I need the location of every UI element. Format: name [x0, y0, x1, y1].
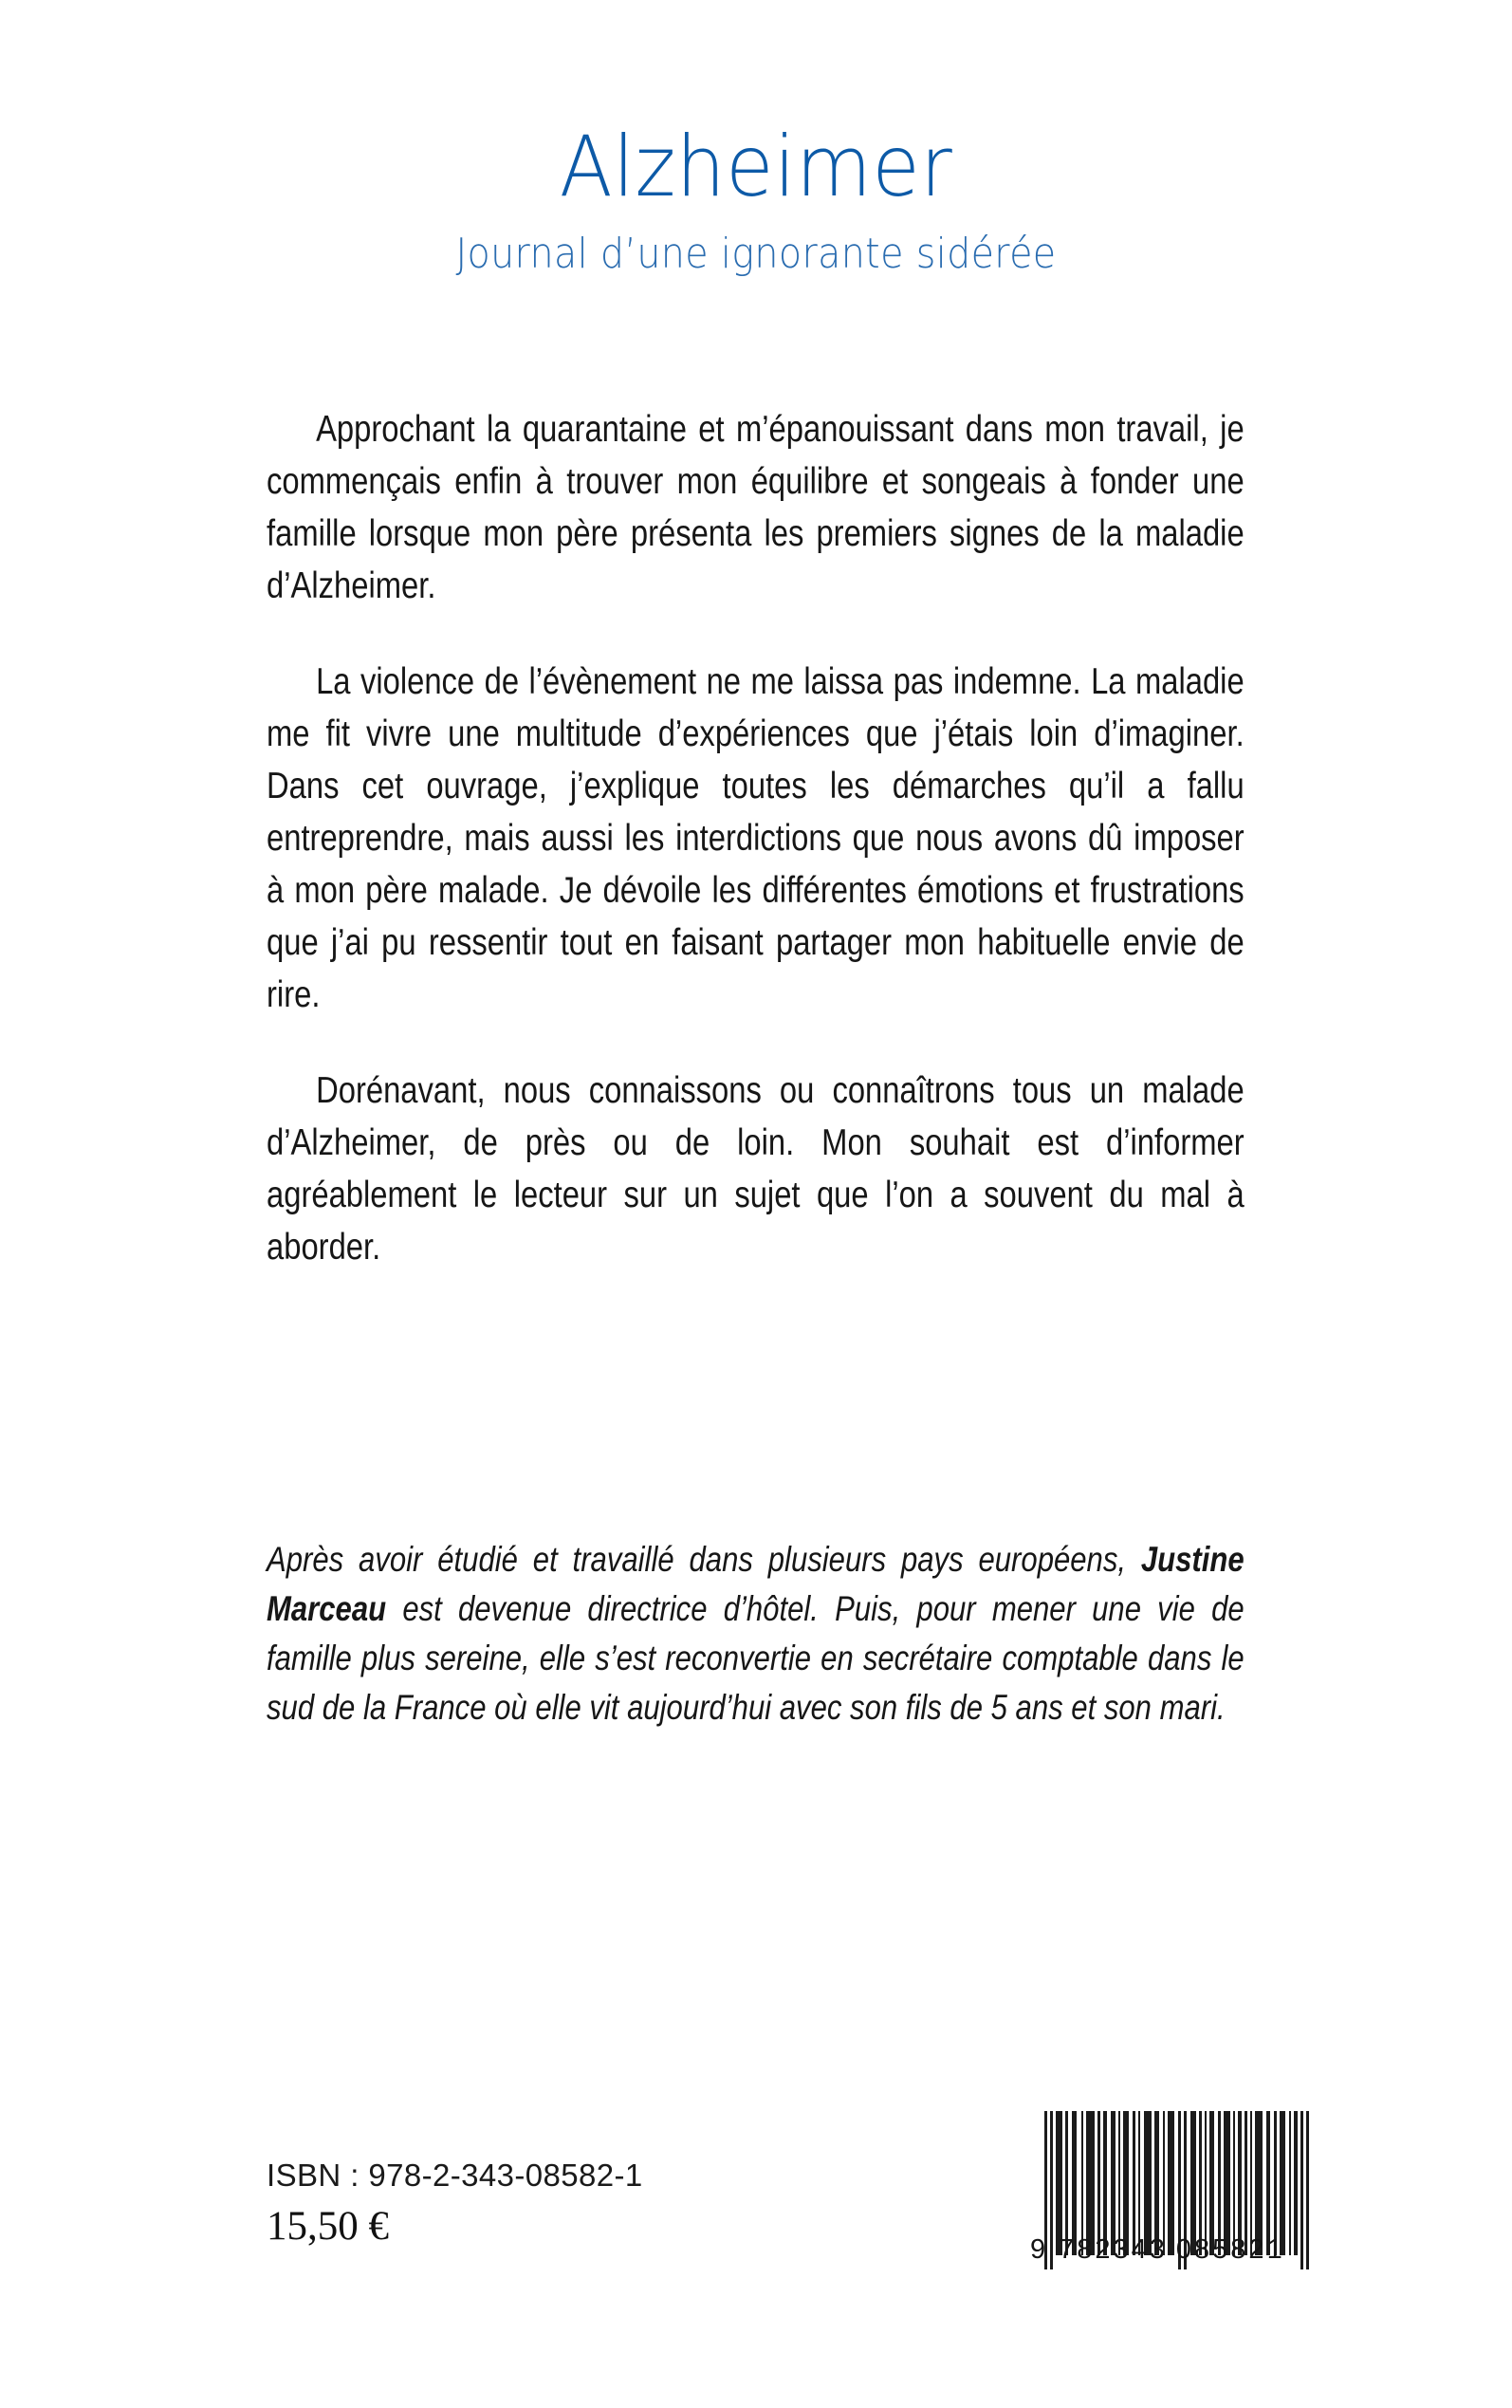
author-name: Justine Marceau — [267, 1540, 1245, 1628]
page-title: Alzheimer — [559, 118, 953, 215]
isbn-text: ISBN : 978-2-343-08582-1 — [267, 2158, 643, 2193]
blurb-paragraph-2: La violence de l’évènement ne me laissa pas indemne. La maladie me fit vivre une multitude d’expériences que j’étais loin d’imaginer. Dans cet ouvrage, j’explique toutes les démarches qu’il a fallu entreprendre, mais aussi les interdictions que nous avons dû imposer à mon père malade. Je dévoile les différentes émotions et frustrations que j’ai pu ressentir tout en faisant partager mon habituelle envie de rire. — [267, 661, 1245, 1015]
author-bio-paragraph — [267, 1535, 1245, 1732]
barcode-digit-group-2: 782343 — [1059, 2234, 1168, 2265]
bio-text-after-name: est devenue directrice d’hôtel. Puis, pour mener une vie de famille plus sereine, elle s’est reconvertie en secrétaire comptable dans le sud de la France où elle vit aujourd’hui avec son fils de 5 ans et son mari. — [267, 1589, 1245, 1727]
bio-text-before-name: Après avoir étudié et travaillé dans plusieurs pays européens, — [267, 1540, 1141, 1579]
blurb-paragraph-3: Dorénavant, nous connaissons ou connaîtrons tous un malade d’Alzheimer, de près ou de loin. Mon souhait est d’informer agréablement le lecteur sur un sujet que l’on a souvent du mal à aborder. — [267, 1070, 1245, 1268]
title-block — [0, 118, 1512, 278]
author-bio — [267, 1535, 1245, 1732]
price-text: 15,50 € — [267, 2204, 389, 2249]
blurb-paragraph-1: Approchant la quarantaine et m’épanouissant dans mon travail, je commençais enfin à trouver mon équilibre et songeais à fonder une famille lorsque mon père présenta les premiers signes de la maladie d’Alzheimer. — [267, 409, 1245, 606]
barcode-digit-group-1: 9 — [1030, 2234, 1049, 2265]
barcode-digits — [1030, 2234, 1319, 2266]
book-subtitle: Journal d’une ignorante sidérée — [455, 230, 1057, 278]
barcode-digit-group-3: 085821 — [1175, 2234, 1285, 2265]
blurb-text — [267, 403, 1245, 1273]
